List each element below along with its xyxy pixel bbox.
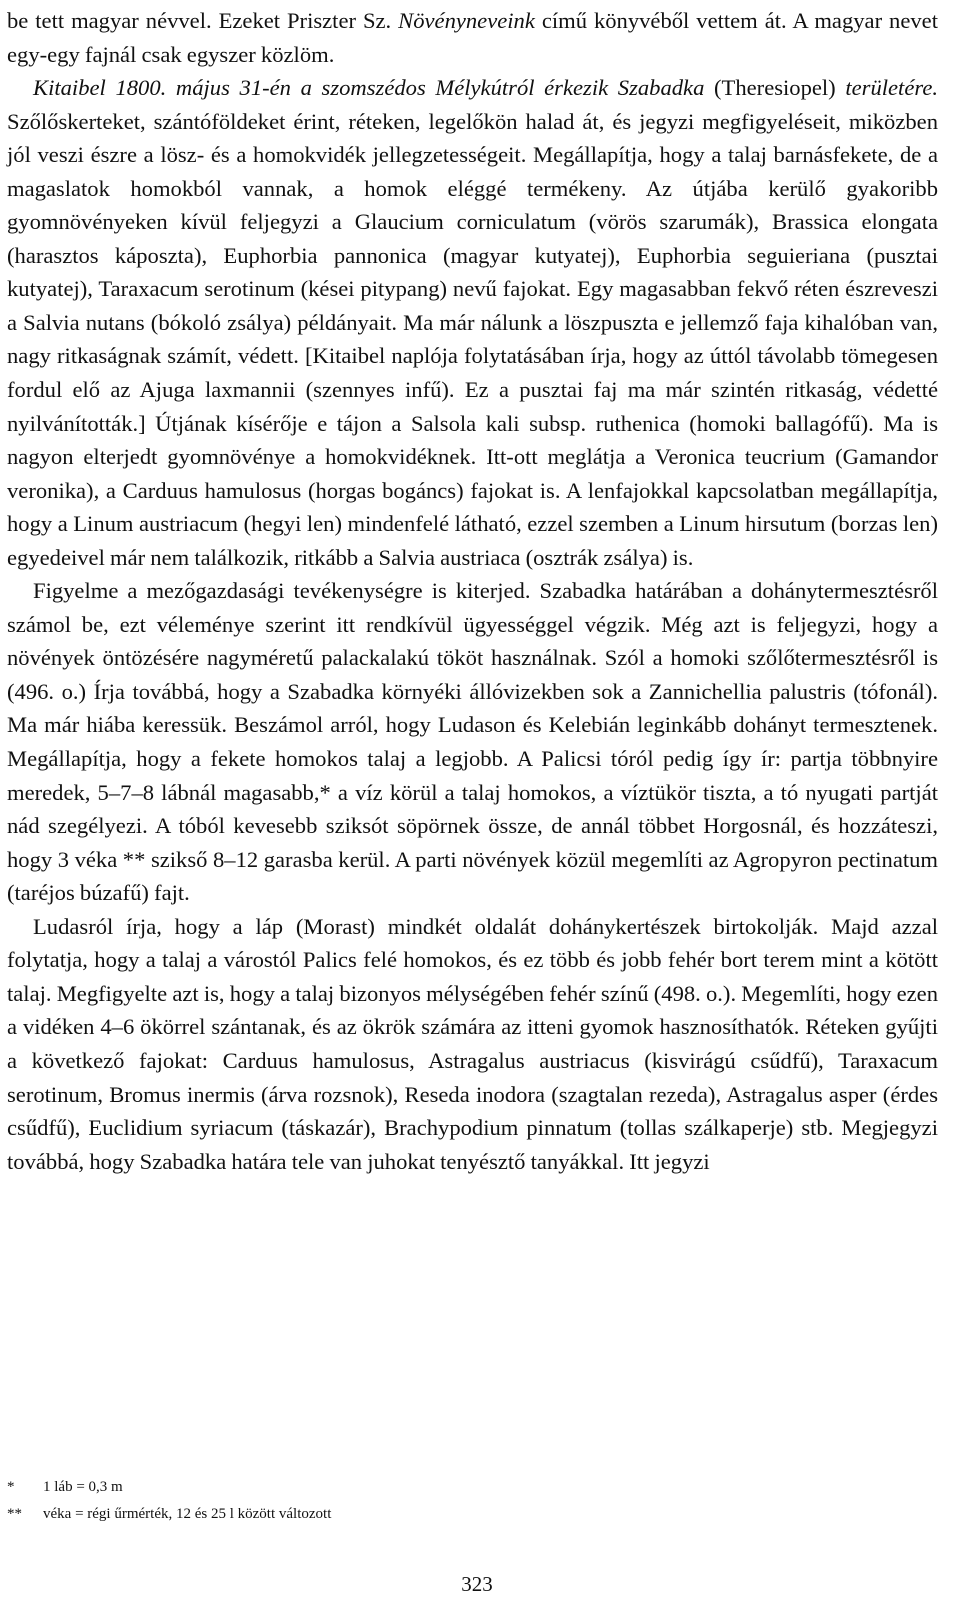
footnotes bbox=[7, 1474, 331, 1528]
footnote-mark: * bbox=[7, 1479, 15, 1495]
paragraph-2: Figyelme a mezőgazdasági tevékenységre is kiterjed. Szabadka határában a dohánytermesztésről számol be, ezt véleménye szerint itt rendkívül ügyességgel végzik. Még azt is feljegyzi, hogy a növények öntözésére nagyméretű palackalakú tököt használnak. Szól a homoki szőlőtermesztésről is (496. o.) Írja továbbá, hogy a Szabadka környéki állóvizekben sok a Zannichellia palustris (tófonál). Ma már hiába keressük. Beszámol arról, hogy Ludason és Kelebián leginkább dohányt termesztenek. Megállapítja, hogy a fekete homokos talaj a legjobb. A Palicsi tóról pedig így ír: partja többnyire meredek, 5–7–8 lábnál magasabb,* a víz körül a talaj homokos, a víztükör tiszta, a tó nyugati partját nád szegélyezi. A tóból kevesebb sziksót söpörnek össze, de annál többet Horgosnál, és hozzáteszi, hogy 3 véka ** szikső 8–12 garasba kerül. A parti növények közül megemlíti az Agropyron pectinatum (taréjos búzafű) fajt. bbox=[7, 578, 938, 906]
footnote-text: véka = régi űrmérték, 12 és 25 l között változott bbox=[43, 1506, 332, 1522]
footnote-mark: ** bbox=[7, 1506, 22, 1522]
footnote-2 bbox=[7, 1501, 331, 1528]
paragraph-1-text-a: be tett magyar névvel. Ezeket Priszter Sz. bbox=[7, 8, 399, 33]
footnote-1 bbox=[7, 1474, 331, 1501]
paragraph-1-text-d: Szőlőskerteket, szántóföldeket érint, réteken, legelőkön halad át, és jegyzi megfigyeléseit, miközben jól veszi észre a lösz- és a homokvidék jellegzetességeit. Megállapítja, hogy a talaj barnásfekete, de a magaslatok homokból vannak, a homok eléggé termékeny. Az útjába kerülő gyakoribb gyomnövényeken kívül feljegyzi a Glaucium corniculatum (vörös szarumák), Brassica elongata (harasztos káposzta), Euphorbia pannonica (magyar kutyatej), Euphorbia seguieriana (pusztai kutyatej), Taraxacum serotinum (kései pitypang) nevű fajokat. Egy magasabban fekvő réten észreveszi a Salvia nutans (bókoló zsálya) példányait. Ma már nálunk a löszpuszta e jellemző faja kihalóban van, nagy ritkaságnak számít, védett. [Kitaibel naplója folytatásában írja, hogy az úttól távolabb tömegesen fordul elő az Ajuga laxmannii (szennyes infű). Ez a pusztai faj ma már szintén ritkaság, védetté nyilvánították.] Útjának kísérője e tájon a Salsola kali subsp. ruthenica (homoki ballagófű). Ma is nagyon elterjedt gyomnövénye a homokvidéknek. Itt-ott meglátja a Veronica teucrium (Gamandor veronika), a Carduus hamulosus (horgas bogáncs) fajokat is. A lenfajokkal kapcsolatban megállapítja, hogy a Linum austriacum (hegyi len) mindenfelé látható, ezzel szemben a Linum hirsutum (borzas len) egyedeivel már nem találkozik, ritkább a Salvia austriaca (osztrák zsálya) is. bbox=[7, 108, 938, 570]
territory-italic: területére. bbox=[845, 75, 938, 101]
paragraph-1-text-b: című könyvéből vettem át. A magyar nevet egy-egy fajnál csak egyszer közlöm. bbox=[7, 8, 938, 67]
paragraph-3: Ludasról írja, hogy a láp (Morast) mindkét oldalát dohánykertészek birtokolják. Majd azzal folytatja, hogy a talaj a várostól Palics felé homokos, és ez több és jobb fehér bort terem mint a kötött talaj. Megfigyelte azt is, hogy a talaj bizonyos mélységében fehér színű (498. o.). Megemlíti, hogy ezen a vidéken 4–6 ökörrel szántanak, és az ökrök számára az itteni gyomok hasznosíthatók. Réteken gyűjti a következő fajokat: Carduus hamulosus, Astragalus austriacus (kisvirágú csűdfű), Taraxacum serotinum, Bromus inermis (árva rozsnok), Reseda inodora (szagtalan rezeda), Astragalus asper (érdes csűdfű), Euclidium syriacum (táskazár), Brachypodium pinnatum (tollas szálkaperje) stb. Megjegyzi továbbá, hogy Szabadka határa tele van juhokat tenyésztő tanyákkal. Itt jegyzi bbox=[7, 913, 938, 1174]
paragraph-1-text-c: (Theresiopel) bbox=[704, 75, 846, 101]
body-text bbox=[7, 4, 938, 1178]
paragraph-1 bbox=[7, 4, 938, 574]
book-title-italic: Növényneveink bbox=[398, 8, 535, 33]
date-arrival-italic: Kitaibel 1800. május 31-én a szomszédos Mélykútról érkezik Szabadka bbox=[33, 75, 705, 101]
footnote-text: 1 láb = 0,3 m bbox=[43, 1479, 123, 1495]
page-number: 323 bbox=[461, 1572, 493, 1596]
